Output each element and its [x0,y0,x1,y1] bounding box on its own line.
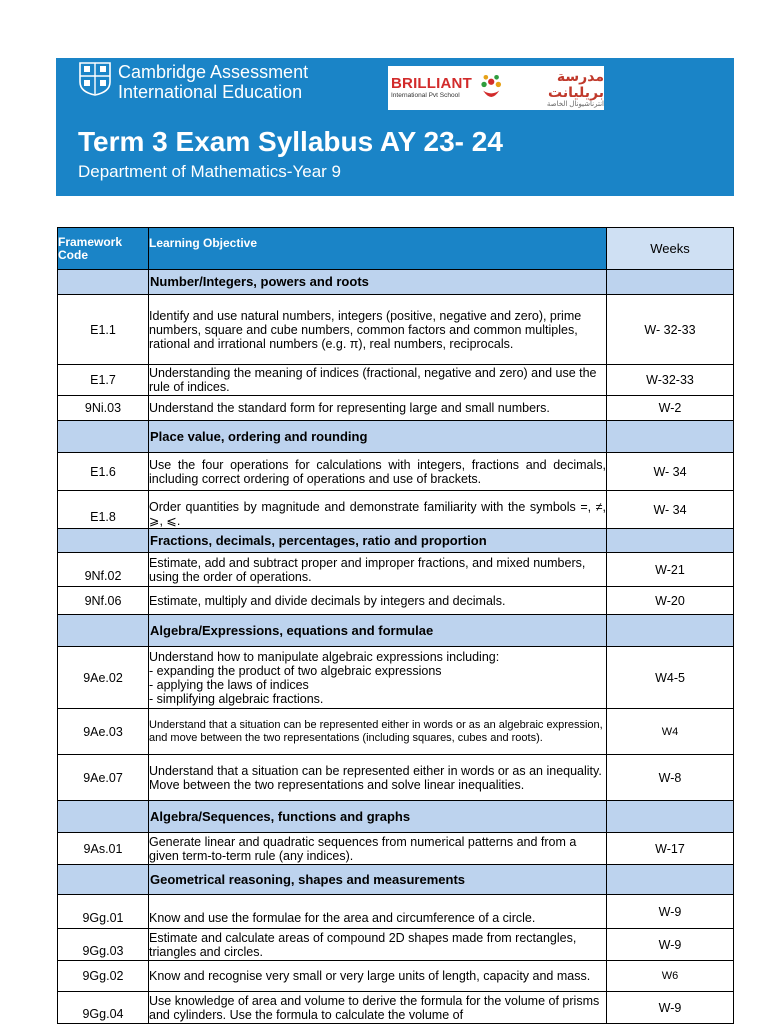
section-row [58,801,734,833]
weeks: W-32-33 [607,365,734,396]
table-row [58,709,734,755]
cambridge-logo [78,62,308,102]
weeks: W- 32-33 [607,295,734,365]
table-header-row [58,228,734,270]
learning-objective: Understand the standard form for representing large and small numbers. [149,396,607,421]
weeks: W- 34 [607,453,734,491]
section-title: Fractions, decimals, percentages, ratio and proportion [149,529,607,553]
page-title: Term 3 Exam Syllabus AY 23- 24 [78,126,503,157]
table-row [58,755,734,801]
objective-line: - simplifying algebraic fractions. [149,691,324,706]
learning-objective: Estimate, multiply and divide decimals by integers and decimals. [149,587,607,615]
framework-code: E1.1 [58,295,149,365]
brilliant-arabic-sub: انترناشيونال الخاصة [546,100,604,108]
weeks: W-9 [607,992,734,1024]
table-row [58,929,734,961]
table-row [58,587,734,615]
table-row [58,895,734,929]
objective-line: Understand how to manipulate algebraic expressions including: [149,649,500,664]
learning-objective: Identify and use natural numbers, integers (positive, negative and zero), prime numbers, square and cube numbers, common factors and common multiples, rational and irrational numbers (e.g. π), real numbers, reciprocals. [149,295,607,365]
section-row [58,865,734,895]
framework-code: E1.8 [58,491,149,529]
weeks: W6 [607,961,734,992]
learning-objective: Estimate and calculate areas of compound 2D shapes made from rectangles, triangles and circles. [149,929,607,961]
learning-objective: Order quantities by magnitude and demonstrate familiarity with the symbols =, ≠, ⩾, ⩽. [149,491,607,529]
table-row [58,833,734,865]
table-row [58,453,734,491]
framework-code: E1.7 [58,365,149,396]
section-title: Geometrical reasoning, shapes and measurements [149,865,607,895]
weeks: W- 34 [607,491,734,529]
learning-objective: Use knowledge of area and volume to derive the formula for the volume of prisms and cylinders. Use the formula to calculate the volume of [149,992,607,1024]
cambridge-shield-icon [78,62,112,96]
framework-code: 9Nf.02 [58,553,149,587]
framework-code: 9As.01 [58,833,149,865]
header-weeks: Weeks [607,228,734,270]
framework-code: 9Gg.01 [58,895,149,929]
table-row [58,295,734,365]
page-subtitle: Department of Mathematics-Year 9 [78,162,341,181]
learning-objective: Understand that a situation can be represented either in words or as an inequality. Move between the two representations and solve linear inequalities. [149,755,607,801]
brilliant-name: BRILLIANT [391,75,472,92]
framework-code: 9Ae.02 [58,647,149,709]
weeks: W-17 [607,833,734,865]
learning-objective: Use the four operations for calculations with integers, fractions and decimals, including correct ordering of operations and use of brackets. [149,453,607,491]
cambridge-line2: International Education [118,82,303,102]
weeks: W-8 [607,755,734,801]
learning-objective: Understanding the meaning of indices (fractional, negative and zero) and use the rule of indices. [149,365,607,396]
section-title: Algebra/Expressions, equations and formulae [149,615,607,647]
section-row [58,270,734,295]
weeks: W-20 [607,587,734,615]
objective-line: - applying the laws of indices [149,677,309,692]
weeks: W-9 [607,929,734,961]
table-row [58,396,734,421]
framework-code: 9Nf.06 [58,587,149,615]
objective-line: - expanding the product of two algebraic expressions [149,663,442,678]
framework-code: 9Gg.02 [58,961,149,992]
header-banner [56,58,734,196]
learning-objective: Generate linear and quadratic sequences from numerical patterns and from a given term-to-term rule (any indices). [149,833,607,865]
learning-objective: Understand that a situation can be represented either in words or as an algebraic expression, and move between the two representations (including squares, cubes and roots). [149,709,607,755]
table-row [58,961,734,992]
brilliant-sub: International Pvt School [391,92,460,99]
weeks: W-9 [607,895,734,929]
learning-objective: Know and use the formulae for the area and circumference of a circle. [149,895,607,929]
section-title: Place value, ordering and rounding [149,421,607,453]
header-framework-code: Framework Code [58,228,149,270]
learning-objective: Know and recognise very small or very large units of length, capacity and mass. [149,961,607,992]
section-title: Number/Integers, powers and roots [149,270,607,295]
table-row [58,992,734,1024]
table-row [58,365,734,396]
framework-code: 9Ni.03 [58,396,149,421]
framework-code: E1.6 [58,453,149,491]
section-title: Algebra/Sequences, functions and graphs [149,801,607,833]
cambridge-line1: Cambridge Assessment [118,62,309,82]
brilliant-school-logo [388,66,604,110]
framework-code: 9Ae.03 [58,709,149,755]
framework-code: 9Gg.03 [58,929,149,961]
weeks: W4 [607,709,734,755]
table-row [58,647,734,709]
table-row [58,491,734,529]
header-learning-objective: Learning Objective [149,228,607,270]
weeks: W-2 [607,396,734,421]
framework-code: 9Ae.07 [58,755,149,801]
section-row [58,615,734,647]
section-row [58,529,734,553]
section-row [58,421,734,453]
brilliant-arabic: مدرسة بريليانت [548,67,604,100]
weeks: W-21 [607,553,734,587]
learning-objective: Estimate, add and subtract proper and improper fractions, and mixed numbers, using the order of operations. [149,553,607,587]
table-row [58,553,734,587]
syllabus-table [57,227,734,1024]
brilliant-emblem-icon [476,71,506,105]
framework-code: 9Gg.04 [58,992,149,1024]
weeks: W4-5 [607,647,734,709]
learning-objective [149,647,607,709]
